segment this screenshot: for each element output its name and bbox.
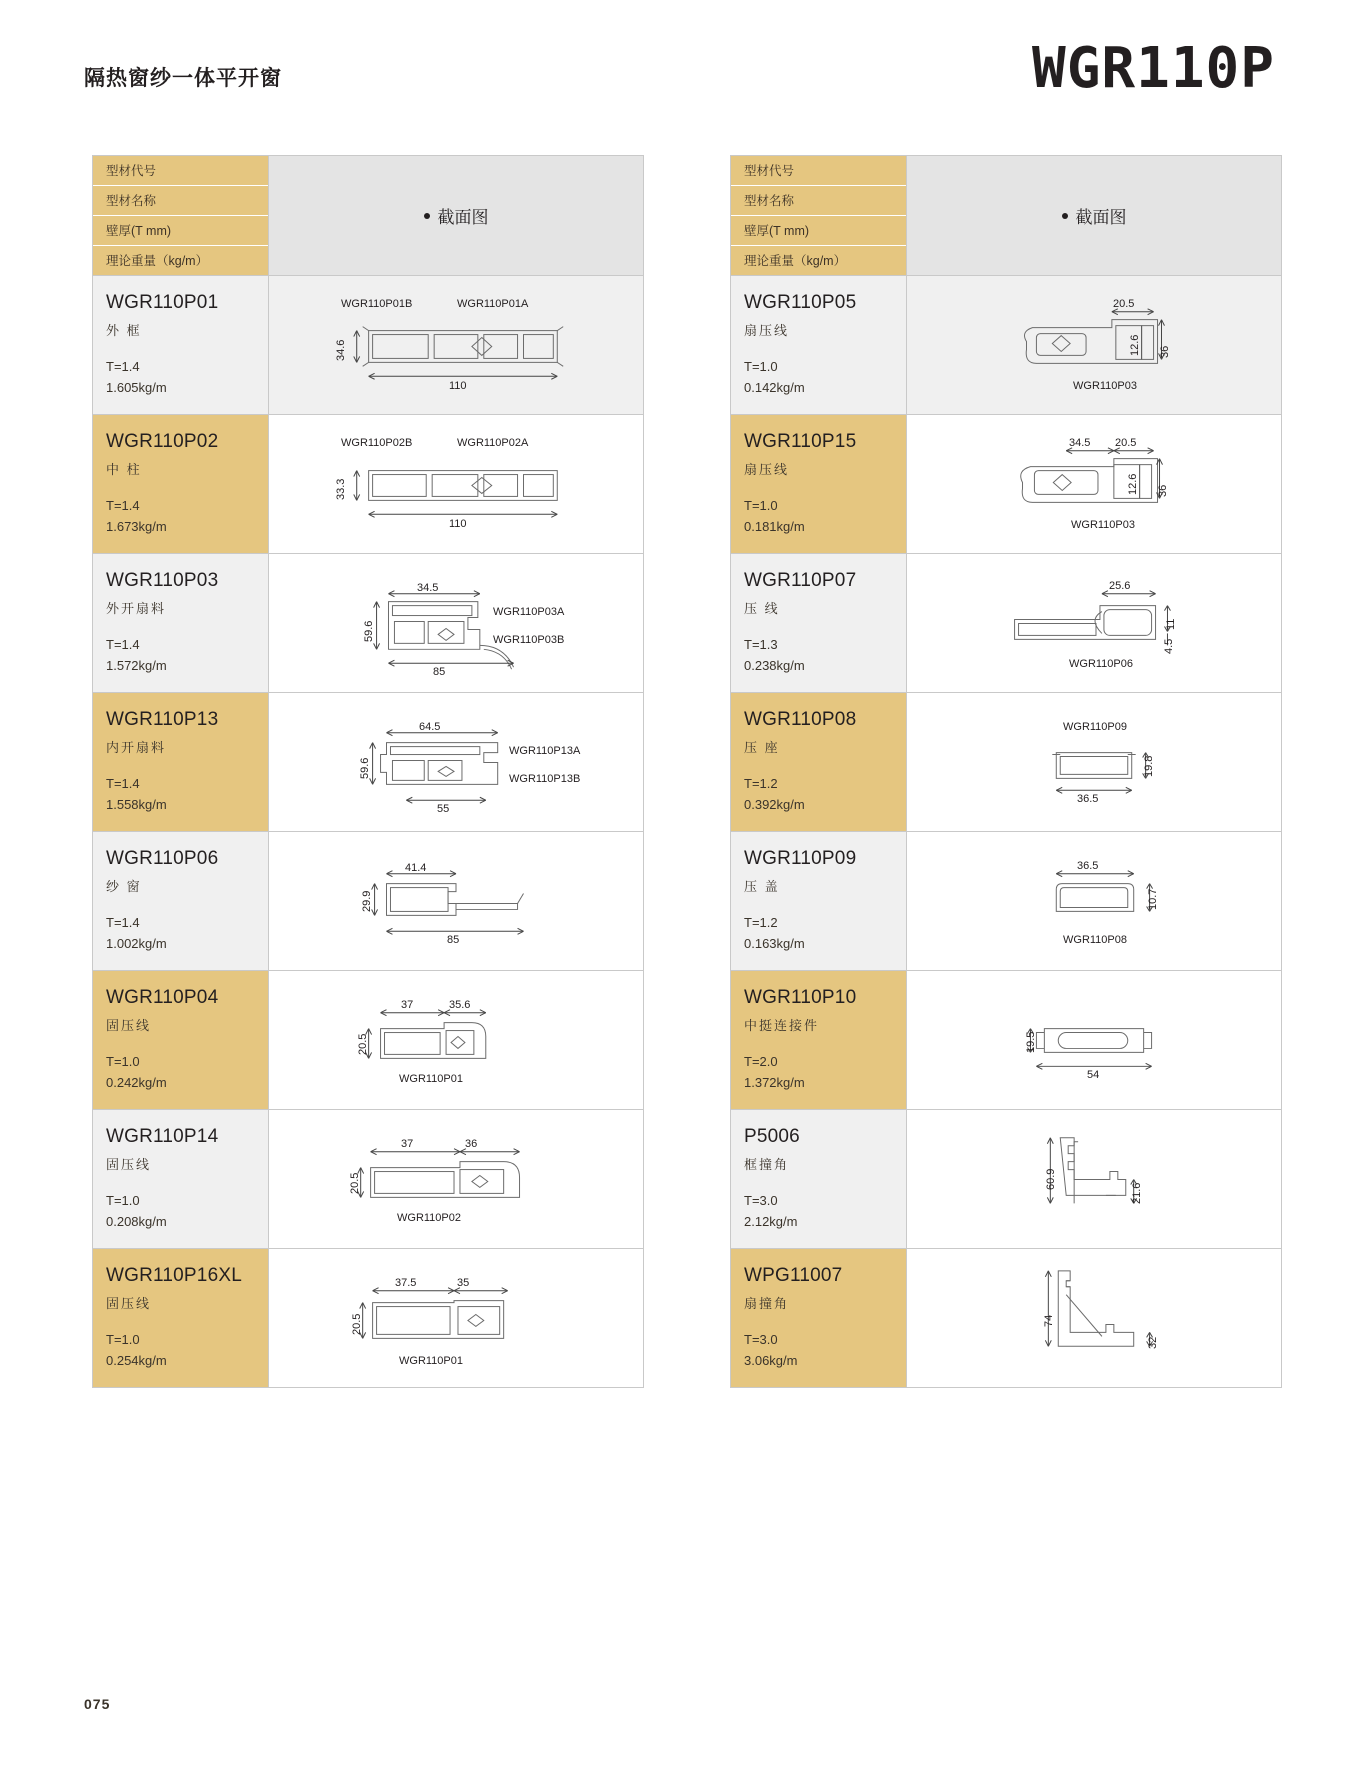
left-column — [92, 155, 644, 1388]
dimension-label: 12.6 — [1127, 473, 1139, 495]
profile-figure — [268, 554, 643, 692]
profile-thickness: T=1.0 — [106, 1054, 140, 1069]
profile-row — [730, 276, 1282, 415]
profile-weight: 0.238kg/m — [744, 658, 805, 673]
dimension-label: 33.3 — [335, 478, 347, 500]
dimension-label: 20.5 — [1115, 437, 1137, 449]
dimension-label: 37.5 — [395, 1277, 417, 1289]
profile-thickness: T=1.3 — [744, 637, 778, 652]
profile-info — [731, 832, 906, 970]
profile-name: 纱 窗 — [106, 878, 142, 894]
profile-code: WGR110P08 — [744, 709, 857, 730]
page-number: 075 — [84, 1696, 111, 1712]
profile-name: 扇撞角 — [744, 1295, 790, 1311]
cross-section-drawing — [907, 554, 1281, 692]
cross-section-drawing — [269, 971, 643, 1109]
dimension-label: 64.5 — [419, 721, 441, 733]
profile-thickness: T=1.4 — [106, 776, 140, 791]
dimension-label: 36 — [465, 1138, 478, 1150]
profile-code: WGR110P07 — [744, 570, 857, 591]
profile-weight: 1.372kg/m — [744, 1075, 805, 1090]
profile-code: WGR110P03 — [106, 570, 219, 591]
legend-row-code: 型材代号 — [731, 156, 906, 186]
profile-row — [730, 832, 1282, 971]
part-label: WGR110P06 — [1069, 658, 1133, 670]
dimension-label: 34.6 — [335, 339, 347, 361]
part-label: WGR110P03 — [1073, 380, 1137, 392]
profile-name: 压 座 — [744, 739, 780, 755]
profile-name: 框撞角 — [744, 1156, 790, 1172]
dimension-label: 21.6 — [1131, 1182, 1143, 1204]
profile-weight: 1.673kg/m — [106, 519, 167, 534]
profile-thickness: T=1.4 — [106, 915, 140, 930]
dimension-label: 85 — [447, 934, 460, 946]
profile-code: WGR110P05 — [744, 292, 857, 313]
dimension-label: 20.5 — [1113, 298, 1135, 310]
part-label: WGR110P09 — [1063, 721, 1127, 733]
dimension-label: 41.4 — [405, 862, 427, 874]
profile-row — [92, 971, 644, 1110]
dimension-label: 36.5 — [1077, 793, 1099, 805]
legend-table-right — [730, 155, 1282, 276]
dimension-label: 19.5 — [1025, 1031, 1037, 1053]
part-label: WGR110P02 — [397, 1212, 461, 1224]
legend-labels — [731, 156, 906, 276]
profile-code: WGR110P14 — [106, 1126, 219, 1147]
legend-figure-header — [906, 156, 1281, 276]
dimension-label: 55 — [437, 803, 450, 815]
profile-row — [730, 1249, 1282, 1388]
profile-name: 压 线 — [744, 600, 780, 616]
dimension-label: 12.6 — [1129, 334, 1141, 356]
profile-figure — [906, 1249, 1281, 1387]
cross-section-drawing — [907, 971, 1281, 1109]
profile-weight: 0.242kg/m — [106, 1075, 167, 1090]
legend-row-code: 型材代号 — [93, 156, 268, 186]
legend-labels — [93, 156, 268, 276]
cross-section-drawing — [269, 832, 643, 970]
dimension-label: 20.5 — [357, 1033, 369, 1055]
profile-info — [731, 971, 906, 1109]
dimension-label: 110 — [449, 380, 467, 392]
dimension-label: 34.5 — [1069, 437, 1091, 449]
profile-info — [731, 693, 906, 831]
profile-thickness: T=1.0 — [106, 1332, 140, 1347]
profile-name: 中 柱 — [106, 461, 142, 477]
bullet-icon — [424, 213, 430, 219]
profile-thickness: T=1.0 — [106, 1193, 140, 1208]
profile-figure — [906, 693, 1281, 831]
legend-row-weight: 理论重量（kg/m） — [93, 246, 268, 276]
part-label: WGR110P01B — [341, 298, 413, 310]
profile-weight: 2.12kg/m — [744, 1214, 798, 1229]
part-label: WGR110P01 — [399, 1355, 463, 1367]
profile-code: WGR110P16XL — [106, 1265, 242, 1286]
dimension-label: 36 — [1157, 484, 1169, 497]
profile-figure — [906, 554, 1281, 692]
profile-row — [730, 693, 1282, 832]
profile-code: P5006 — [744, 1126, 800, 1147]
profile-row — [92, 415, 644, 554]
profile-figure — [268, 693, 643, 831]
dimension-label: 35 — [457, 1277, 470, 1289]
part-label: WGR110P01 — [399, 1073, 463, 1085]
profile-code: WGR110P01 — [106, 292, 219, 313]
profile-row — [92, 1110, 644, 1249]
bullet-icon — [1062, 213, 1068, 219]
profile-name: 外 框 — [106, 322, 142, 338]
part-label: WGR110P02B — [341, 437, 413, 449]
profile-row — [92, 1249, 644, 1388]
profile-weight: 1.605kg/m — [106, 380, 167, 395]
profile-figure — [906, 832, 1281, 970]
legend-figure-header — [268, 156, 643, 276]
profile-info — [93, 554, 268, 692]
profile-weight: 0.208kg/m — [106, 1214, 167, 1229]
dimension-label: 74 — [1043, 1314, 1055, 1327]
dimension-label: 36.5 — [1077, 860, 1099, 872]
dimension-label: 25.6 — [1109, 580, 1131, 592]
profile-row — [92, 554, 644, 693]
dimension-label: 36 — [1159, 345, 1171, 358]
profile-thickness: T=1.4 — [106, 637, 140, 652]
profile-name: 扇压线 — [744, 461, 790, 477]
profile-figure — [268, 415, 643, 553]
profile-thickness: T=1.2 — [744, 776, 778, 791]
cross-section-drawing — [269, 276, 643, 414]
dimension-label: 32 — [1147, 1336, 1159, 1349]
cross-section-drawing — [269, 1110, 643, 1248]
legend-figure-label: 截面图 — [437, 208, 489, 227]
profile-info — [731, 1110, 906, 1248]
profile-info — [731, 415, 906, 553]
profile-thickness: T=1.4 — [106, 498, 140, 513]
cross-section-drawing — [907, 1110, 1281, 1248]
profile-name: 压 盖 — [744, 878, 780, 894]
profile-info — [93, 276, 268, 414]
legend-figure-label: 截面图 — [1075, 208, 1127, 227]
profile-weight: 0.142kg/m — [744, 380, 805, 395]
dimension-label: 54 — [1087, 1069, 1100, 1081]
profile-info — [93, 971, 268, 1109]
profile-code: WPG11007 — [744, 1265, 843, 1286]
profile-info — [93, 693, 268, 831]
dimension-label: 20.5 — [349, 1172, 361, 1194]
profile-row — [92, 693, 644, 832]
profile-thickness: T=1.4 — [106, 359, 140, 374]
dimension-label: 85 — [433, 666, 446, 678]
cross-section-drawing — [907, 832, 1281, 970]
profile-code: WGR110P13 — [106, 709, 219, 730]
legend-row-thickness: 壁厚(T mm) — [93, 216, 268, 246]
profile-thickness: T=1.2 — [744, 915, 778, 930]
profile-weight: 0.181kg/m — [744, 519, 805, 534]
series-code: WGR110P — [1031, 36, 1275, 101]
profile-name: 扇压线 — [744, 322, 790, 338]
cross-section-drawing — [907, 276, 1281, 414]
legend-row-weight: 理论重量（kg/m） — [731, 246, 906, 276]
profile-name: 固压线 — [106, 1017, 152, 1033]
dimension-label: 4.5 — [1163, 638, 1175, 654]
profile-thickness: T=3.0 — [744, 1332, 778, 1347]
profile-weight: 1.558kg/m — [106, 797, 167, 812]
profile-figure — [906, 415, 1281, 553]
profile-info — [93, 1249, 268, 1387]
cross-section-drawing — [907, 693, 1281, 831]
profile-row — [92, 832, 644, 971]
dimension-label: 37 — [401, 1138, 414, 1150]
profile-figure — [268, 971, 643, 1109]
part-label: WGR110P03 — [1071, 519, 1135, 531]
profile-code: WGR110P15 — [744, 431, 857, 452]
profile-info — [93, 1110, 268, 1248]
cross-section-drawing — [269, 693, 643, 831]
legend-row-name: 型材名称 — [93, 186, 268, 216]
part-label: WGR110P03B — [493, 634, 565, 646]
profile-name: 外开扇料 — [106, 600, 167, 616]
profile-info — [731, 554, 906, 692]
profile-name: 中挺连接件 — [744, 1017, 820, 1033]
profile-code: WGR110P09 — [744, 848, 857, 869]
profile-info — [93, 415, 268, 553]
profile-thickness: T=2.0 — [744, 1054, 778, 1069]
profile-figure — [268, 1249, 643, 1387]
part-label: WGR110P01A — [457, 298, 529, 310]
profile-name: 内开扇料 — [106, 739, 167, 755]
profile-figure — [906, 276, 1281, 414]
profile-figure — [268, 832, 643, 970]
part-label: WGR110P03A — [493, 606, 565, 618]
dimension-label: 10.7 — [1147, 888, 1159, 910]
profile-name: 固压线 — [106, 1295, 152, 1311]
profile-weight: 0.163kg/m — [744, 936, 805, 951]
profile-code: WGR110P06 — [106, 848, 219, 869]
profile-figure — [906, 971, 1281, 1109]
profile-code: WGR110P04 — [106, 987, 219, 1008]
dimension-label: 29.9 — [361, 890, 373, 912]
legend-table-left — [92, 155, 644, 276]
profile-thickness: T=1.0 — [744, 359, 778, 374]
profile-row — [730, 554, 1282, 693]
profile-code: WGR110P10 — [744, 987, 857, 1008]
page-header — [84, 36, 1275, 110]
dimension-label: 60.9 — [1045, 1168, 1057, 1190]
legend-row-name: 型材名称 — [731, 186, 906, 216]
dimension-label: 59.6 — [363, 620, 375, 642]
profile-thickness: T=1.0 — [744, 498, 778, 513]
profile-weight: 3.06kg/m — [744, 1353, 798, 1368]
part-label: WGR110P13B — [509, 773, 581, 785]
part-label: WGR110P02A — [457, 437, 529, 449]
part-label: WGR110P13A — [509, 745, 581, 757]
dimension-label: 110 — [449, 518, 467, 530]
profile-thickness: T=3.0 — [744, 1193, 778, 1208]
cross-section-drawing — [269, 415, 643, 553]
profile-figure — [268, 276, 643, 414]
dimension-label: 34.5 — [417, 582, 439, 594]
profile-figure — [906, 1110, 1281, 1248]
profile-name: 固压线 — [106, 1156, 152, 1172]
profile-info — [731, 276, 906, 414]
legend-row-thickness: 壁厚(T mm) — [731, 216, 906, 246]
part-label: WGR110P08 — [1063, 934, 1127, 946]
dimension-label: 35.6 — [449, 999, 471, 1011]
profile-columns — [92, 155, 1282, 1388]
profile-row — [730, 1110, 1282, 1249]
profile-weight: 1.572kg/m — [106, 658, 167, 673]
dimension-label: 59.6 — [359, 757, 371, 779]
profile-row — [730, 971, 1282, 1110]
profile-row — [92, 276, 644, 415]
cross-section-drawing — [269, 554, 643, 692]
profile-weight: 1.002kg/m — [106, 936, 167, 951]
dimension-label: 37 — [401, 999, 414, 1011]
profile-row — [730, 415, 1282, 554]
page-title: 隔热窗纱一体平开窗 — [84, 67, 282, 90]
profile-weight: 0.392kg/m — [744, 797, 805, 812]
profile-info — [93, 832, 268, 970]
dimension-label: 19.8 — [1143, 755, 1155, 777]
profile-figure — [268, 1110, 643, 1248]
cross-section-drawing — [907, 415, 1281, 553]
dimension-label: 11 — [1165, 618, 1177, 630]
dimension-label: 20.5 — [351, 1313, 363, 1335]
right-column — [730, 155, 1282, 1388]
cross-section-drawing — [907, 1249, 1281, 1387]
profile-info — [731, 1249, 906, 1387]
profile-weight: 0.254kg/m — [106, 1353, 167, 1368]
profile-code: WGR110P02 — [106, 431, 219, 452]
